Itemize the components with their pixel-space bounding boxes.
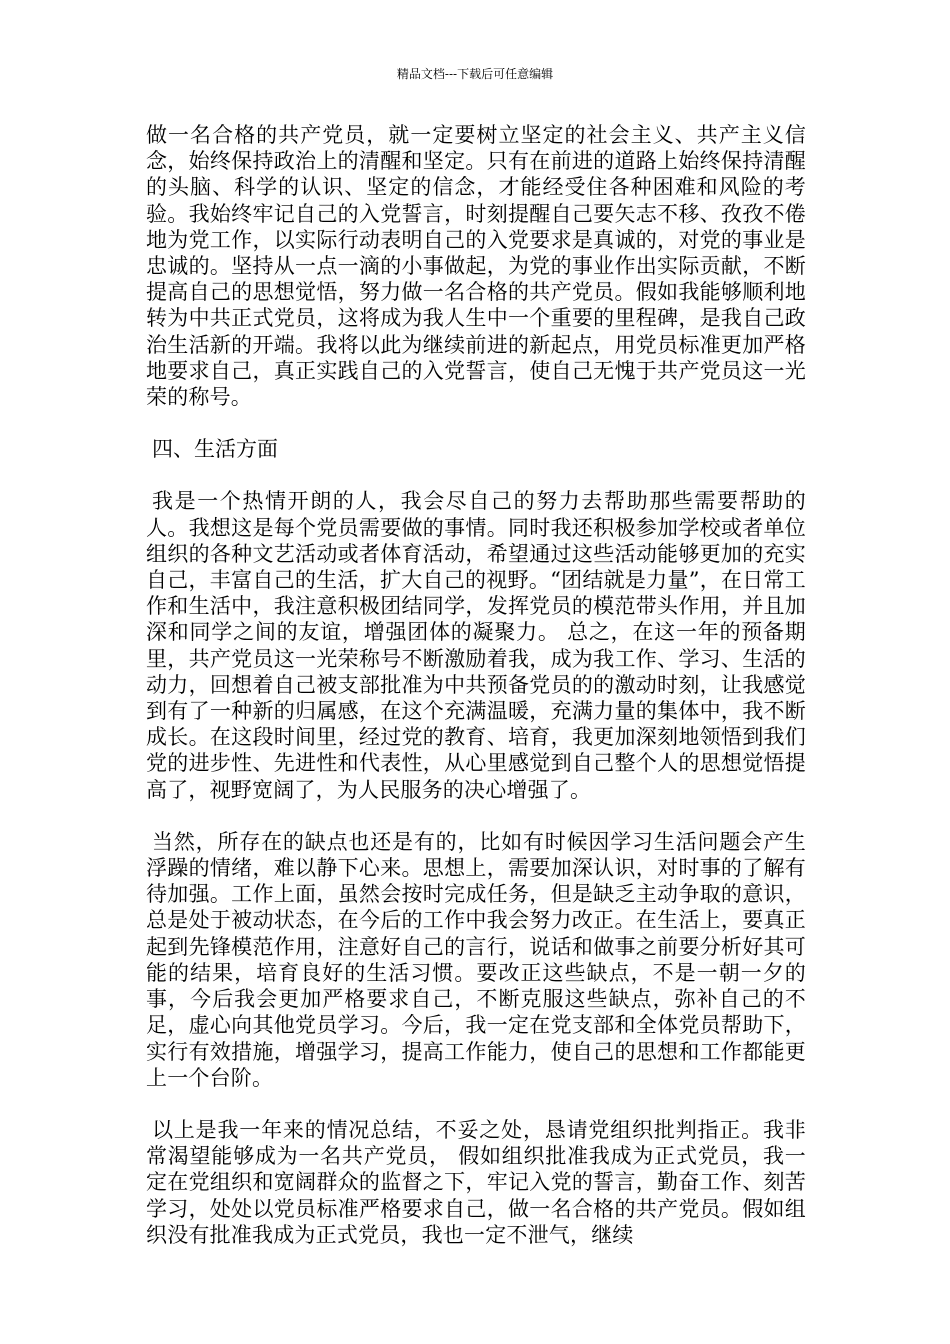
paragraph-spacer [146, 462, 806, 488]
paragraph-shortcomings: 当然，所存在的缺点也还是有的，比如有时候因学习生活问题会产生浮躁的情绪，难以静下心来。思想上，需要加深认识，对时事的了解有待加强。工作上面，虽然会按时完成任务，但是缺乏主动争取的意识，总是处于被动状态，在今后的工作中我会努力改正。在生活上，要真正起到先锋模范作用，注意好自己的言行，说话和做事之前要分析好其可能的结果，培育良好的生活习惯。要改正这些缺点，不是一朝一夕的事，今后我会更加严格要求自己，不断克服这些缺点，弥补自己的不足，虚心向其他党员学习。今后，我一定在党支部和全体党员帮助下，实行有效措施，增强学习，提高工作能力，使自己的思想和工作都能更上一个台阶。 [146, 829, 806, 1090]
page-header: 精品文档---下载后可任意编辑 [396, 67, 554, 81]
paragraph-life: 我是一个热情开朗的人，我会尽自己的努力去帮助那些需要帮助的人。我想这是每个党员需要做的事情。同时我还积极参加学校或者单位组织的各种文艺活动或者体育活动，希望通过这些活动能够更加的充实自己，丰富自己的生活，扩大自己的视野。“团结就是力量”，在日常工作和生活中，我注意积极团结同学，发挥党员的模范带头作用，并且加深和同学之间的友谊，增强团体的凝聚力。 总之，在这一年的预备期里，共产党员这一光荣称号不断激励着我，成为我工作、学习、生活的动力，回想着自己被支部批准为中共预备党员的的激动时刻，让我感觉到有了一种新的归属感，在这个充满温暖，充满力量的集体中，我不断成长。在这段时间里，经过党的教育、培育，我更加深刻地领悟到我们党的进步性、先进性和代表性，从心里感觉到自己整个人的思想觉悟提高了，视野宽阔了，为人民服务的决心增强了。 [146, 489, 806, 802]
document-body [146, 122, 806, 1248]
paragraph-conclusion: 以上是我一年来的情况总结，不妥之处，恳请党组织批判指正。我非常渴望能够成为一名共产党员， 假如组织批准我成为正式党员，我一定在党组织和宽阔群众的监督之下，牢记入党的誓言，勤奋工作、刻苦学习，处处以党员标准严格要求自己，做一名合格的共产党员。假如组织没有批准我成为正式党员，我也一定不泄气，继续 [146, 1117, 806, 1247]
paragraph-spacer [146, 410, 806, 436]
paragraph-spacer [146, 803, 806, 829]
section-heading-life: 四、生活方面 [152, 437, 278, 462]
paragraph-spacer [146, 1091, 806, 1117]
paragraph-party-member: 做一名合格的共产党员，就一定要树立坚定的社会主义、共产主义信念，始终保持政治上的清醒和坚定。只有在前进的道路上始终保持清醒的头脑、科学的认识、坚定的信念，才能经受住各种困难和风险的考验。我始终牢记自己的入党誓言，时刻提醒自己要矢志不移、孜孜不倦地为党工作，以实际行动表明自己的入党要求是真诚的，对党的事业是忠诚的。坚持从一点一滴的小事做起，为党的事业作出实际贡献，不断提高自己的思想觉悟，努力做一名合格的共产党员。假如我能够顺利地转为中共正式党员，这将成为我人生中一个重要的里程碑，是我自己政治生活新的开端。我将以此为继续前进的新起点，用党员标准更加严格地要求自己，真正实践自己的入党誓言，使自己无愧于共产党员这一光荣的称号。 [146, 123, 806, 410]
